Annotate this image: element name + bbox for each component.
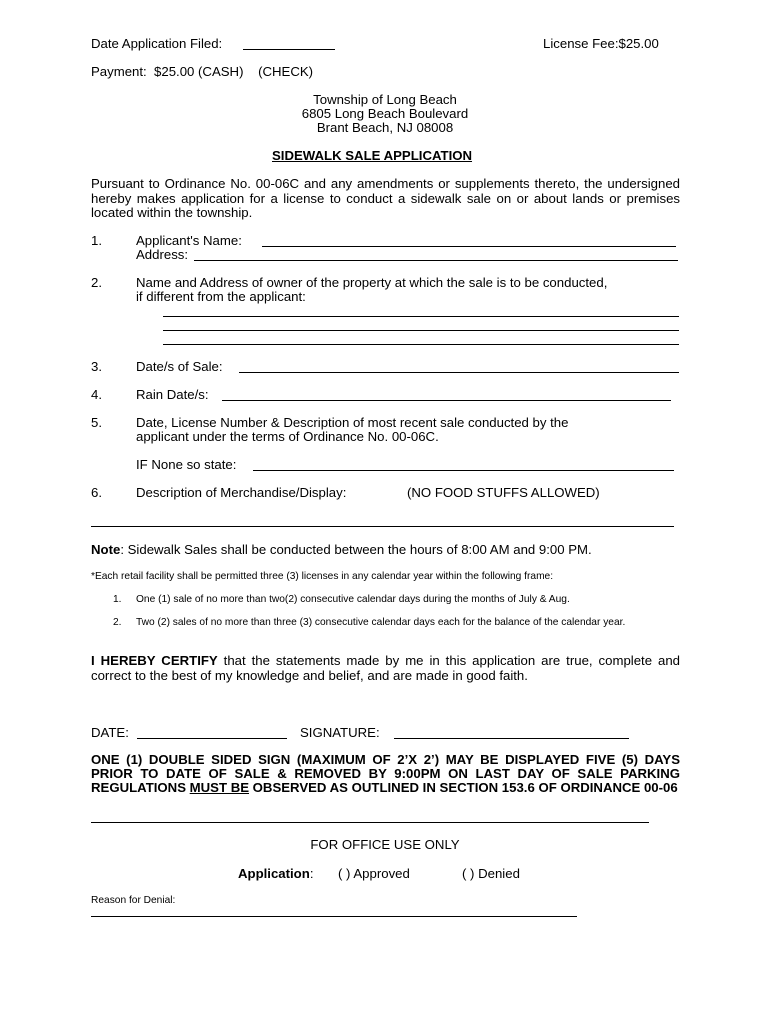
address-field[interactable] — [194, 260, 678, 261]
rule-1-number: 1. — [113, 594, 122, 605]
owner-label-line1: Name and Address of owner of the property at which the sale is to be conducted, — [136, 275, 608, 290]
date-field[interactable] — [137, 738, 287, 739]
dates-of-sale-field[interactable] — [239, 372, 679, 373]
rain-dates-field[interactable] — [222, 400, 671, 401]
sign-notice-must-be: MUST BE — [189, 780, 250, 795]
date-label: DATE: — [91, 725, 129, 740]
office-use-heading: FOR OFFICE USE ONLY — [310, 837, 460, 852]
owner-field-1[interactable] — [163, 316, 679, 317]
rule-2-number: 2. — [113, 617, 122, 628]
dates-of-sale-label: Date/s of Sale: — [136, 359, 223, 374]
applicant-name-label: Applicant's Name: — [136, 233, 242, 248]
no-food-notice: (NO FOOD STUFFS ALLOWED) — [407, 485, 600, 500]
certification-paragraph — [91, 654, 680, 683]
denied-option[interactable]: ( ) Denied — [462, 866, 520, 881]
item-1-number: 1. — [91, 233, 102, 248]
sign-notice-part2: OBSERVED AS OUTLINED IN SECTION 153.6 OF ORDINANCE 00-06 — [249, 780, 678, 795]
merchandise-field[interactable] — [91, 526, 674, 527]
note-text: : Sidewalk Sales shall be conducted between the hours of 8:00 AM and 9:00 PM. — [120, 542, 592, 557]
date-filed-label: Date Application Filed: — [91, 36, 223, 51]
item-5-number: 5. — [91, 415, 102, 430]
application-status — [238, 866, 313, 881]
merchandise-label: Description of Merchandise/Display: — [136, 485, 347, 500]
sign-notice-part1: ONE (1) DOUBLE SIDED SIGN (MAXIMUM OF 2’X 2’) MAY BE DISPLAYED FIVE (5) DAYS PRIOR TO DATE OF SALE & REMOVED BY 9:00PM ON LAST DAY OF SALE PARKING REGULATIONS — [91, 752, 680, 795]
hours-note — [91, 542, 592, 557]
section-divider — [91, 822, 649, 823]
applicant-name-field[interactable] — [262, 246, 676, 247]
reason-for-denial-label: Reason for Denial: — [91, 895, 176, 906]
application-colon: : — [309, 866, 314, 881]
recent-sale-label-line1: Date, License Number & Description of most recent sale conducted by the — [136, 415, 569, 430]
signature-field[interactable] — [394, 738, 629, 739]
owner-field-2[interactable] — [163, 330, 679, 331]
license-rules-intro: *Each retail facility shall be permitted three (3) licenses in any calendar year within the following frame: — [91, 571, 554, 582]
rule-1-text: One (1) sale of no more than two(2) consecutive calendar days during the months of July & Aug. — [136, 594, 570, 605]
if-none-label: IF None so state: — [136, 457, 237, 472]
owner-label-line2: if different from the applicant: — [136, 289, 306, 304]
recent-sale-label-line2: applicant under the terms of Ordinance No. 00-06C. — [136, 429, 439, 444]
rain-dates-label: Rain Date/s: — [136, 387, 209, 402]
license-fee: License Fee:$25.00 — [543, 36, 659, 51]
address-label: Address: — [136, 247, 189, 262]
date-filed-field[interactable] — [243, 49, 335, 50]
township-city: Brant Beach, NJ 08008 — [316, 120, 454, 135]
approved-option[interactable]: ( ) Approved — [338, 866, 410, 881]
if-none-field[interactable] — [253, 470, 674, 471]
township-street: 6805 Long Beach Boulevard — [301, 106, 469, 121]
owner-field-3[interactable] — [163, 344, 679, 345]
reason-for-denial-field[interactable] — [91, 916, 577, 917]
signature-label: SIGNATURE: — [300, 725, 380, 740]
certify-heading: I HEREBY CERTIFY — [91, 653, 218, 668]
item-4-number: 4. — [91, 387, 102, 402]
township-name: Township of Long Beach — [313, 92, 457, 107]
item-3-number: 3. — [91, 359, 102, 374]
rule-2-text: Two (2) sales of no more than three (3) consecutive calendar days each for the balance of the calendar year. — [136, 617, 626, 628]
intro-paragraph: Pursuant to Ordinance No. 00-06C and any amendments or supplements thereto, the undersigned hereby makes application for a license to conduct a sidewalk sale on or about lands or premises located within the township. — [91, 176, 680, 220]
sign-regulations-notice — [91, 753, 680, 795]
form-title: SIDEWALK SALE APPLICATION — [272, 148, 473, 163]
note-label: Note — [91, 542, 121, 557]
item-2-number: 2. — [91, 275, 102, 290]
certify-text: that the statements made by me in this application are true, complete and correct to the best of my knowledge and belief, and are made in good faith. — [91, 653, 680, 683]
payment-line: Payment: $25.00 (CASH) (CHECK) — [91, 64, 314, 79]
item-6-number: 6. — [91, 485, 102, 500]
application-label: Application — [238, 866, 310, 881]
